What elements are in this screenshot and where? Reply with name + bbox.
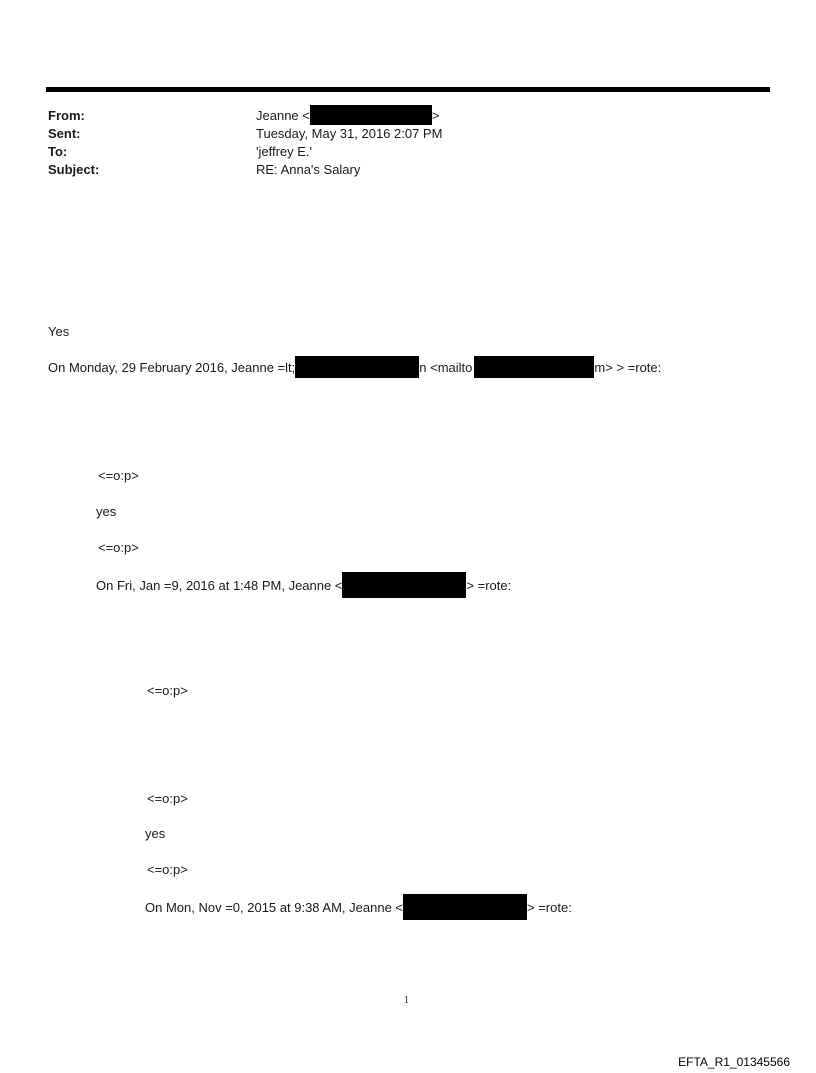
quote3-prefix: On Mon, Nov =0, 2015 at 9:38 AM, Jeanne < — [145, 899, 404, 915]
redaction-box — [474, 356, 594, 378]
header-rule — [46, 87, 770, 92]
from-value — [256, 107, 439, 125]
quote2-prefix: On Fri, Jan =9, 2016 at 1:48 PM, Jeanne < — [96, 577, 343, 593]
subject-value: RE: Anna's Salary — [256, 162, 361, 177]
op-tag-5: <=o:p> — [147, 862, 188, 877]
from-name: Jeanne < — [256, 108, 310, 123]
redaction-box — [295, 356, 419, 378]
quote1-prefix: On Monday, 29 February 2016, Jeanne =lt; — [48, 360, 296, 375]
bates-number: EFTA_R1_01345566 — [678, 1055, 790, 1069]
quote-line-3 — [145, 897, 572, 920]
page-number: 1 — [404, 995, 409, 1006]
yes-text-2: yes — [145, 826, 166, 841]
quote-line-2 — [96, 575, 511, 598]
op-tag-4: <=o:p> — [147, 791, 188, 806]
reply-text: Yes — [48, 324, 70, 339]
op-tag-3: <=o:p> — [147, 683, 188, 698]
quote-line-1 — [48, 359, 661, 378]
to-value: 'jeffrey E.' — [256, 144, 313, 159]
yes-text-1: yes — [96, 504, 117, 519]
sent-value: Tuesday, May 31, 2016 2:07 PM — [256, 126, 443, 141]
op-tag-2: <=o:p> — [98, 540, 139, 555]
subject-label: Subject: — [48, 162, 100, 177]
redaction-box — [403, 894, 527, 920]
quote2-suffix: > =rote: — [466, 577, 512, 593]
redaction-box — [310, 105, 432, 125]
quote1-mid: n <mailto — [419, 360, 473, 375]
to-label: To: — [48, 144, 68, 159]
op-tag-1: <=o:p> — [98, 468, 139, 483]
from-label: From: — [48, 108, 85, 123]
from-close: > — [431, 108, 440, 123]
quote1-suffix: m> > =rote: — [594, 360, 662, 375]
quote3-suffix: > =rote: — [527, 899, 572, 915]
sent-label: Sent: — [48, 126, 81, 141]
redaction-box — [342, 572, 466, 598]
